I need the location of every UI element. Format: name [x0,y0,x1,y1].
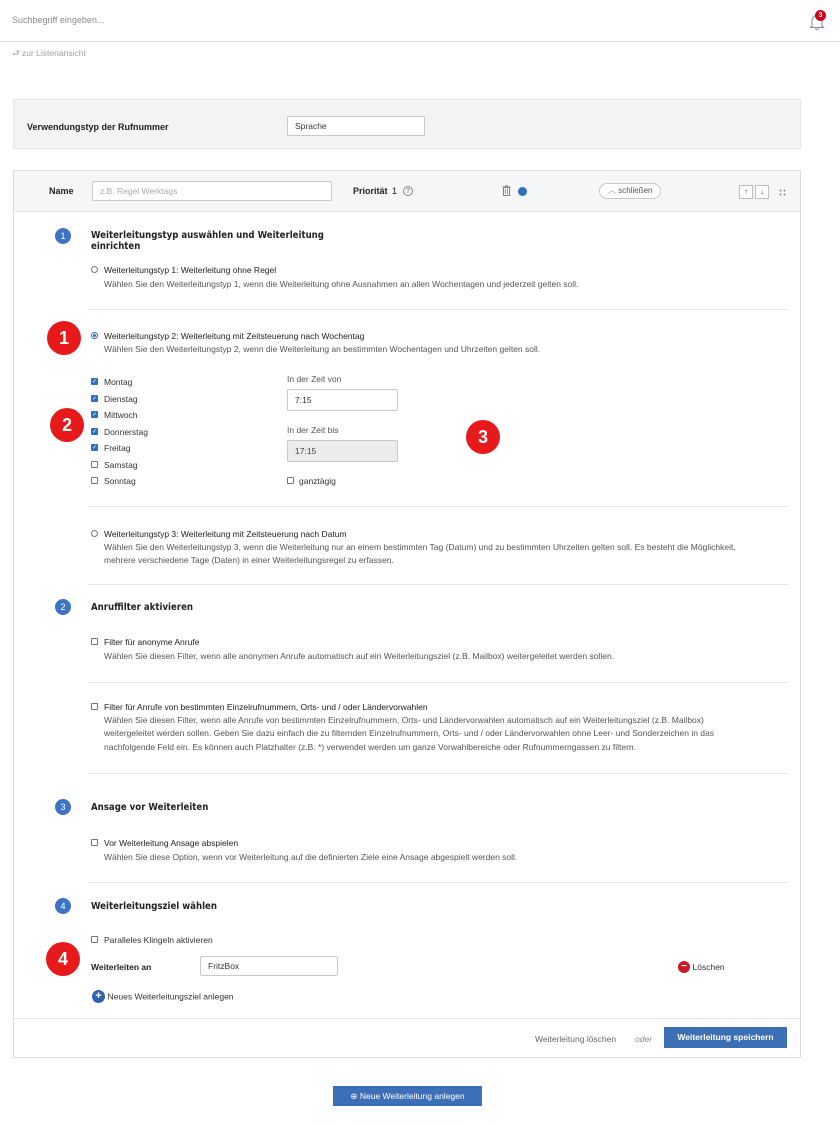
usage-type-field[interactable]: Sprache [287,116,425,136]
number-filter-desc-line-3: nachfolgende Feld ein. Es können auch Platzhalter (z.B. *) verwendet werden um ganze Vorwahlbereiche oder Rufnummerngassen zu filtern. [104,742,637,752]
type3-desc-line-1: Wählen Sie den Weiterleitungstyp 3, wenn die Weiterleitung nur an einem bestimmten Tag (Datum) und zu bestimmten Uhrzeiten gelten soll. Es besteht die Möglichkeit, [104,542,736,552]
delete-target-button[interactable] [678,961,725,973]
weekday-checkbox[interactable] [91,477,98,484]
weekday-checkbox[interactable]: ✓ [92,428,98,435]
time-to-input[interactable]: 17:15 [287,440,398,462]
minus-circle-icon: − [678,961,690,973]
callout-marker-4: 4 [46,942,80,976]
step-4-badge: 4 [55,898,71,914]
trash-icon[interactable] [502,185,511,196]
type2-radio[interactable] [91,332,98,339]
plus-circle-icon: ⊕ [350,1091,360,1101]
or-label: oder [635,1034,653,1044]
number-filter-desc-line-2: weitergeleitet werden sollen. Geben Sie dazu einfach die zu filternden Einzelrufnummern, Orts- und / oder Ländervorwahlen ohne Leer- und Sonderzeichen in das [104,728,715,738]
weekday-label: Freitag [104,443,131,453]
notification-badge: 3 [815,10,826,21]
forward-to-label: Weiterleiten an [91,962,152,972]
status-dot [518,187,527,196]
anonymous-filter-checkbox[interactable] [91,638,98,645]
section-1-title: Weiterleitungstyp auswählen und Weiterleitung einrichten [91,230,324,252]
forward-target-input[interactable]: FritzBox [200,956,338,976]
weekday-label: Montag [104,377,133,387]
parallel-ringing-checkbox[interactable] [91,936,98,943]
weekday-label: Samstag [104,459,138,470]
weekday-label: Mittwoch [104,410,138,420]
top-bar [0,0,840,42]
rule-name-input[interactable]: z.B. Regel Werktags [92,181,332,201]
divider [88,584,788,585]
usage-type-label: Verwendungstyp der Rufnummer [27,122,169,132]
weekday-checkbox[interactable] [91,461,98,468]
announcement-desc: Wählen Sie diese Option, wenn vor Weiterleitung auf die definierten Ziele eine Ansage abgespielt werden soll. [104,852,518,862]
weekday-checkbox[interactable]: ✓ [92,412,98,418]
drag-handle-icon[interactable] [779,189,786,196]
step-1-badge: 1 [55,228,71,244]
type3-desc-line-2: mehrere verschiedene Tage (Daten) in einer Weiterleitungsregel zu erfassen. [104,555,394,565]
priority-label: Priorität [353,186,388,196]
new-rule-label: Neue Weiterleitung anlegen [359,1091,465,1101]
all-day-checkbox[interactable] [287,477,294,484]
number-filter-title: Filter für Anrufe von bestimmten Einzelrufnummern, Orts- und / oder Ländervorwahlen [104,702,428,712]
announcement-title: Vor Weiterleitung Ansage abspielen [104,838,239,848]
new-rule-button[interactable] [333,1086,482,1106]
plus-circle-icon: + [92,990,105,1003]
forwarding-rule-card [13,170,801,1058]
weekday-label: Donnerstag [104,426,148,437]
callout-marker-1: 1 [47,321,81,355]
weekday-label: Dienstag [104,393,138,404]
divider [88,506,788,507]
delete-target-label: Löschen [692,962,725,972]
step-3-badge: 3 [55,799,71,815]
parallel-ringing-label: Paralleles Klingeln aktivieren [104,935,213,945]
anonymous-filter-title: Filter für anonyme Anrufe [104,637,200,647]
type3-title: Weiterleitungstyp 3: Weiterleitung mit Zeitsteuerung nach Datum [104,529,347,539]
add-target-button[interactable] [92,990,234,1003]
chevron-up-icon: ︿ [608,186,619,195]
move-down-button[interactable]: ↓ [755,185,769,199]
back-to-list-link[interactable] [12,48,86,62]
announcement-checkbox[interactable] [91,839,98,846]
divider [88,682,788,683]
type3-radio[interactable] [91,530,98,537]
time-to-label: In der Zeit bis [287,425,339,435]
section-4-title: Weiterleitungsziel wählen [91,901,218,912]
close-rule-button[interactable] [599,183,661,199]
save-rule-button[interactable]: Weiterleitung speichern [664,1027,787,1048]
anonymous-filter-desc: Wählen Sie diesen Filter, wenn alle anonymen Anrufe automatisch auf ein Weiterleitungsziel (z.B. Mailbox) weitergeleitet werden sollen. [104,651,615,661]
delete-rule-link[interactable]: Weiterleitung löschen [535,1034,617,1044]
back-link-label: zur Listenansicht [22,48,86,58]
type2-title: Weiterleitungstyp 2: Weiterleitung mit Zeitsteuerung nach Wochentag [104,331,365,341]
divider [88,309,788,310]
number-filter-checkbox[interactable] [91,703,98,710]
name-label: Name [49,186,74,196]
weekday-checkbox[interactable]: ✓ [92,379,98,385]
time-from-label: In der Zeit von [287,374,342,384]
number-filter-desc-line-1: Wählen Sie diesen Filter, wenn alle Anrufe von bestimmten Einzelrufnummern, Orts- und Ländervorwahlen automatisch auf ein Weiterleitungsziel (z.B. Mailbox) [104,715,704,725]
divider [88,773,788,774]
move-up-button[interactable]: ↑ [739,185,753,199]
weekday-checkbox[interactable]: ✓ [92,395,98,402]
callout-marker-3: 3 [466,420,500,454]
card-footer-divider [14,1018,800,1019]
time-from-input[interactable]: 7:15 [287,389,398,411]
weekday-checkbox[interactable]: ✓ [92,445,98,451]
section-2-title: Anruffilter aktivieren [91,602,194,613]
type2-desc: Wählen Sie den Weiterleitungstyp 2, wenn die Weiterleitung an bestimmten Wochentagen und Uhrzeiten gelten soll. [104,344,541,354]
close-rule-label: schließen [618,186,653,195]
priority-value: 1 [392,186,398,196]
step-2-badge: 2 [55,599,71,615]
add-target-label: Neues Weiterleitungsziel anlegen [107,991,234,1002]
type1-title: Weiterleitungstyp 1: Weiterleitung ohne Regel [104,265,277,275]
back-arrow-icon: ⮐ [12,48,23,58]
type1-radio[interactable] [91,266,98,273]
divider [88,882,788,883]
help-icon[interactable]: ? [403,186,413,196]
weekday-label: Sonntag [104,476,136,486]
type1-desc: Wählen Sie den Weiterleitungstyp 1, wenn die Weiterleitung ohne Ausnahmen an allen Wochentagen und jederzeit gelten soll. [104,279,579,289]
search-input[interactable]: Suchbegriff eingeben... [12,15,105,25]
all-day-label: ganztägig [299,476,336,486]
section-3-title: Ansage vor Weiterleiten [91,802,209,813]
callout-marker-2: 2 [50,408,84,442]
